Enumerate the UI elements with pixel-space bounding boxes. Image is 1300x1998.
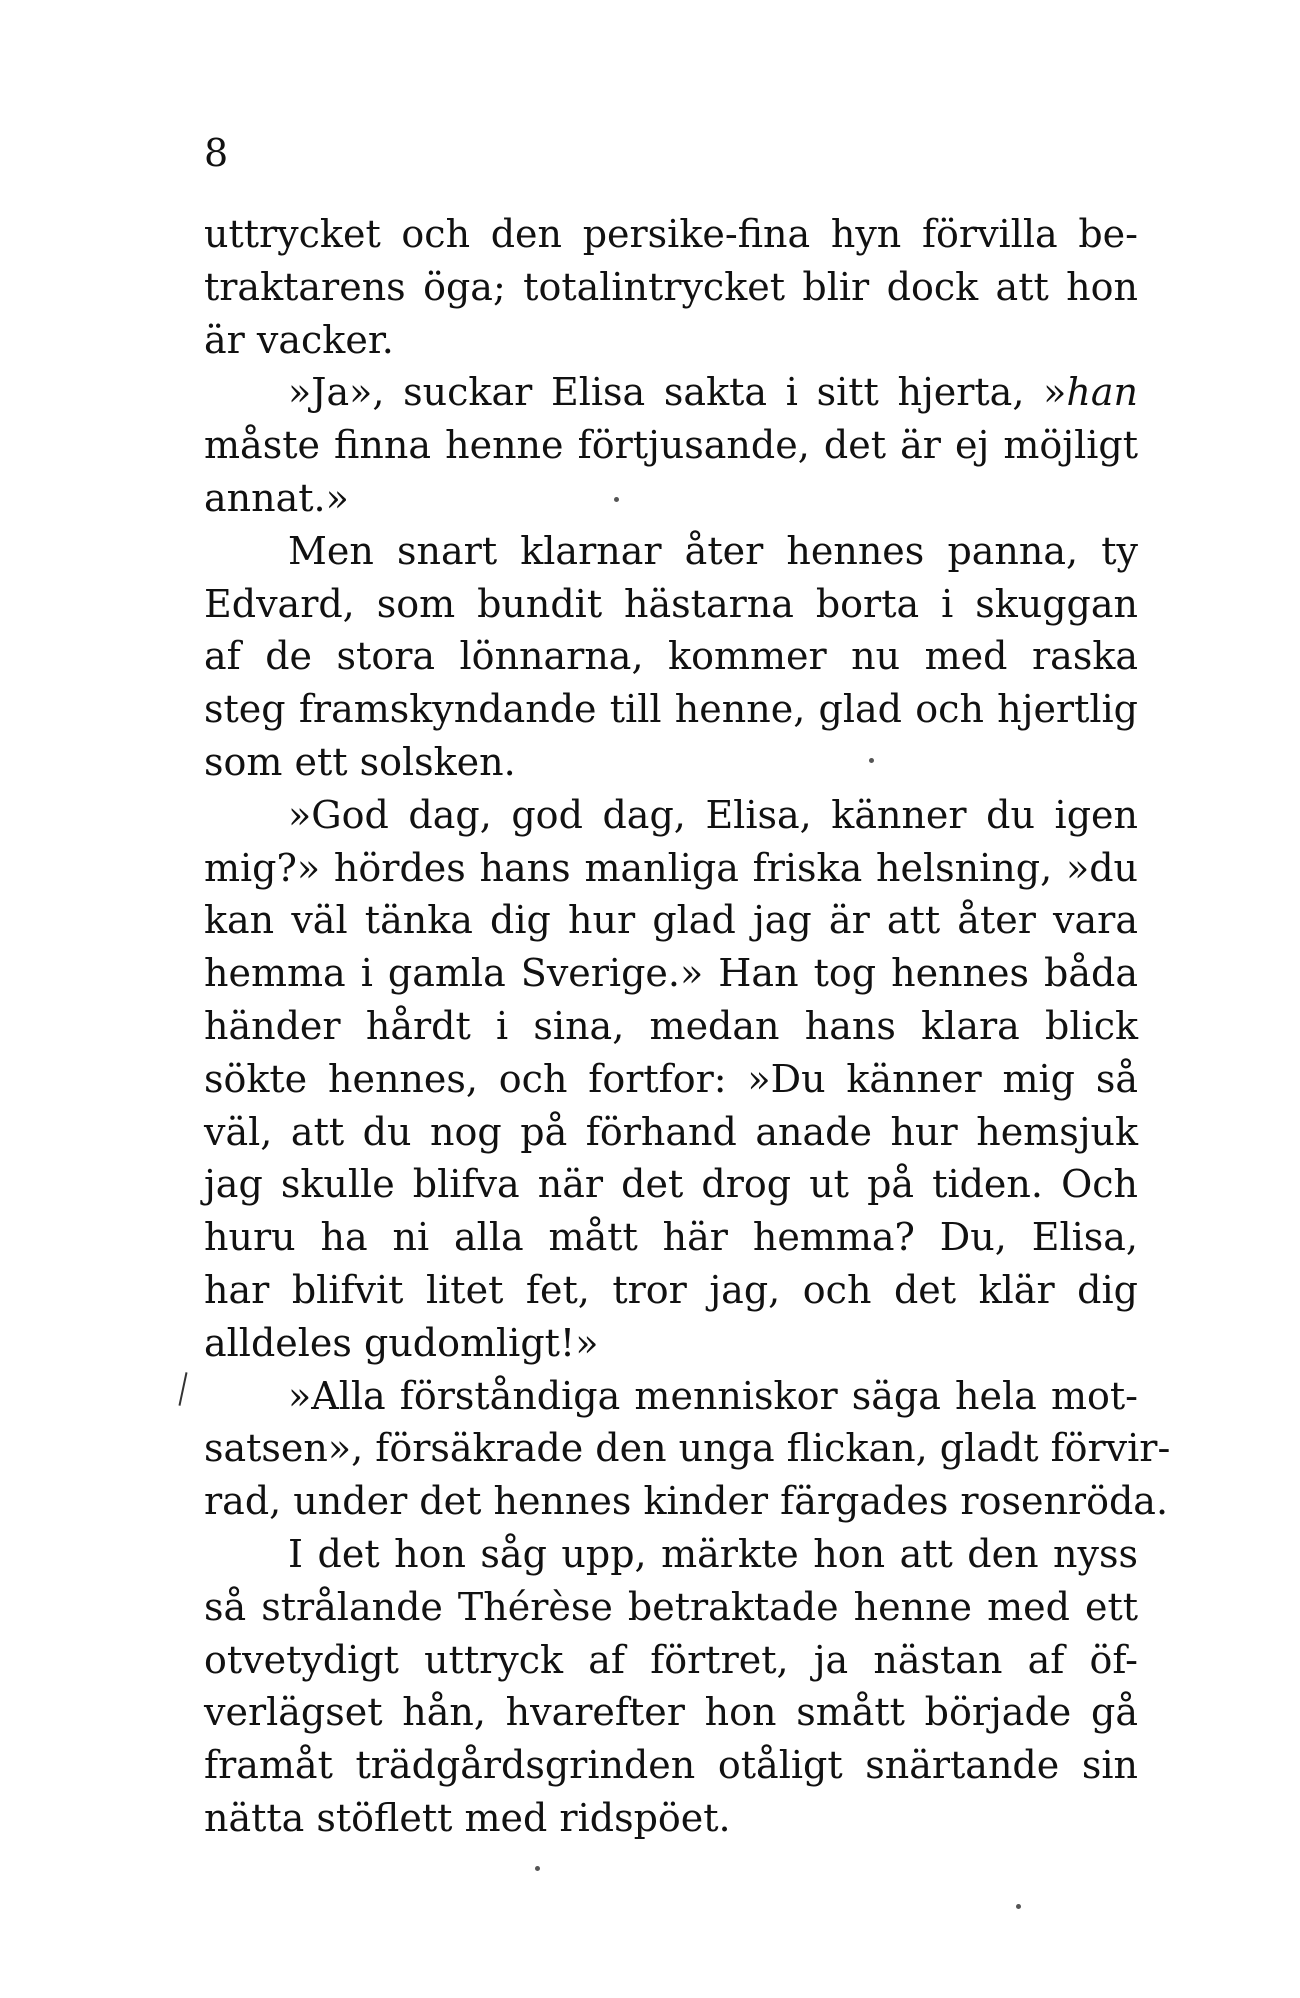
print-speck [1016,1904,1021,1909]
text-line: huru ha ni alla mått här hemma? Du, Elisa, [204,1215,1138,1260]
text-line: måste finna henne förtjusande, det är ej möjligt [204,423,1138,468]
text-line: »Alla förståndiga menniskor säga hela mot- [288,1373,1138,1418]
text-line: af de stora lönnarna, kommer nu med raska [204,634,1138,679]
text-line: alldeles gudomligt!» [204,1320,599,1365]
text-line: jag skulle blifva när det drog ut på tiden. Och [204,1162,1138,1207]
margin-pencil-mark [178,1372,187,1406]
text-line: sökte hennes, och fortfor: »Du känner mig så [204,1056,1138,1101]
text-line: så strålande Thérèse betraktade henne med ett [204,1584,1138,1629]
text-line: hemma i gamla Sverige.» Han tog hennes båda [204,951,1138,996]
text-line: verlägset hån, hvarefter hon smått började gå [204,1690,1138,1735]
text-line: mig?» hördes hans manliga friska helsning, »du [204,845,1138,890]
print-speck [869,758,874,763]
page-number: 8 [204,131,229,175]
text-line: uttrycket och den persike-fina hyn förvilla be- [204,212,1138,256]
text-line: steg framskyndande till henne, glad och hjertlig [204,687,1138,732]
print-speck [535,1866,540,1871]
print-speck [614,497,619,502]
text-line: satsen», försäkrade den unga flickan, gladt förvir- [204,1426,1171,1471]
text-line: »God dag, god dag, Elisa, känner du igen [288,792,1138,837]
text-line: Men snart klarnar åter hennes panna, ty [288,528,1138,573]
text-line: »Ja», suckar Elisa sakta i sitt hjerta, »han [288,370,1138,415]
text-line: rad, under det hennes kinder färgades rosenröda. [204,1479,1169,1524]
text-line: Edvard, som bundit hästarna borta i skuggan [204,581,1138,626]
text-line: händer hårdt i sina, medan hans klara blick [204,1003,1138,1048]
text-line: väl, att du nog på förhand anade hur hemsjuk [204,1109,1138,1154]
text-line: som ett solsken. [204,739,516,784]
text-line: I det hon såg upp, märkte hon att den nyss [288,1531,1138,1576]
body-text [204,208,1171,1845]
text-line: framåt trädgårdsgrinden otåligt snärtande sin [204,1743,1138,1788]
text-line: traktarens öga; totalintrycket blir dock att hon [204,264,1138,309]
text-line: nätta stöflett med ridspöet. [204,1795,731,1840]
text-line: otvetydigt uttryck af förtret, ja nästan af öf- [204,1637,1138,1682]
text-line: är vacker. [204,317,394,362]
text-line: annat.» [204,475,349,520]
text-line: kan väl tänka dig hur glad jag är att åter vara [204,898,1138,943]
text-line: har blifvit litet fet, tror jag, och det klär dig [204,1267,1138,1312]
